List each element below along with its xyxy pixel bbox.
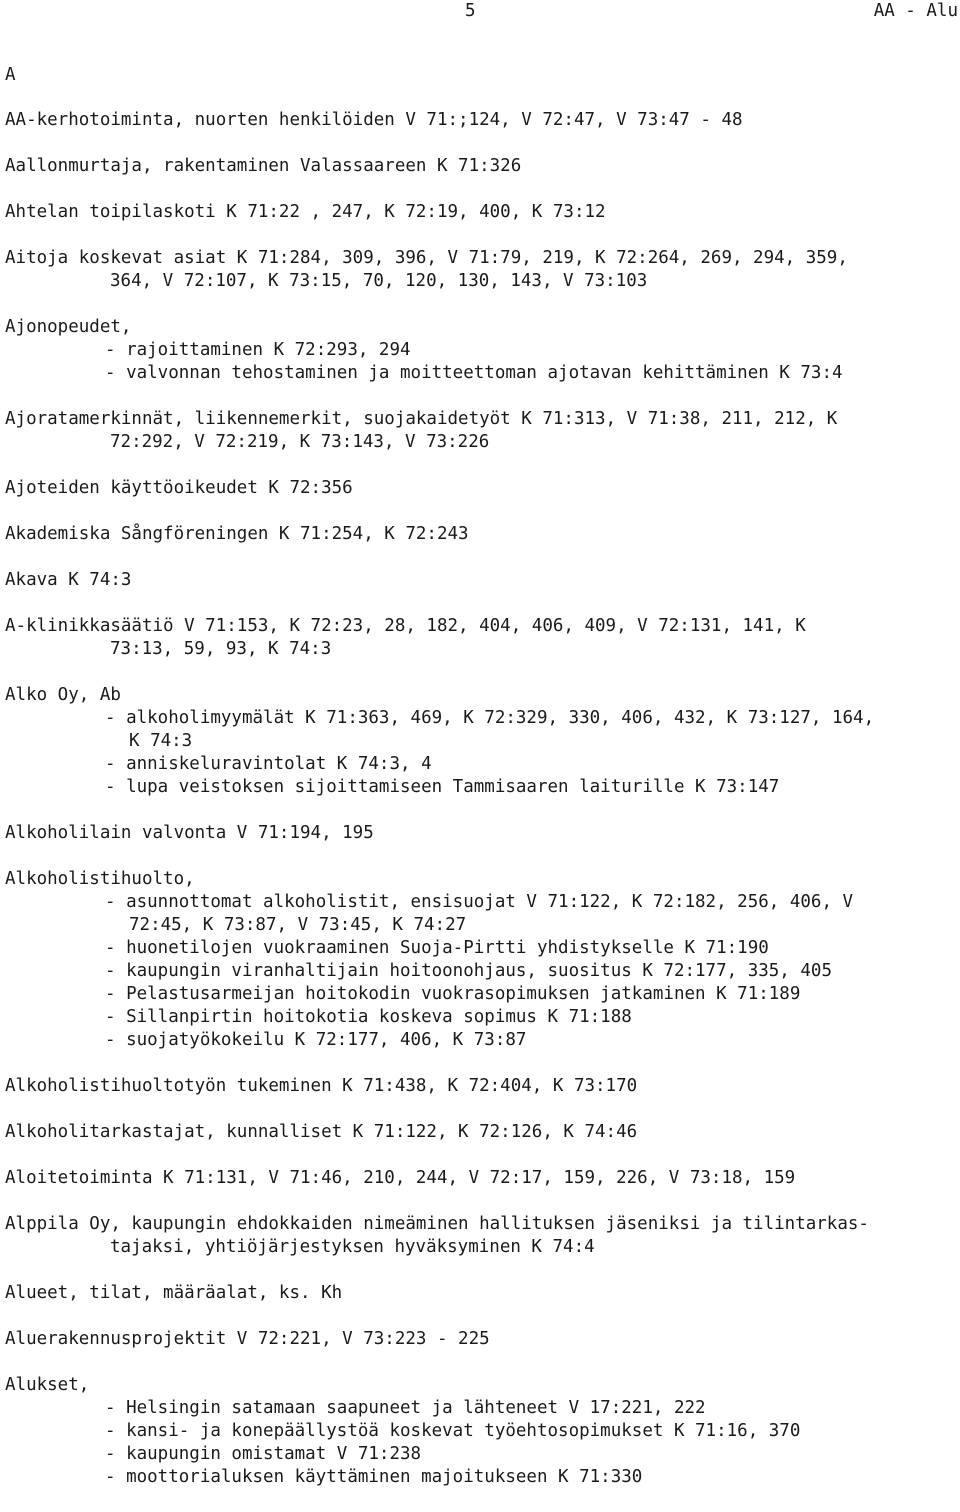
entry-line: Akava K 74:3 <box>5 570 132 590</box>
index-entry <box>5 109 955 132</box>
entry-subitem: - anniskeluravintolat K 74:3, 4 <box>105 754 432 774</box>
entry-subitem: - valvonnan tehostaminen ja moitteettoman ajotavan kehittäminen K 73:4 <box>105 363 843 383</box>
entry-line: Aluerakennusprojektit V 72:221, V 73:223 - 225 <box>5 1329 490 1349</box>
entry-subitem: - suojatyökokeilu K 72:177, 406, K 73:87 <box>105 1030 527 1050</box>
entry-line: Alkoholistihuolto, <box>5 869 195 889</box>
entry-subitem: - moottorialuksen käyttäminen majoitukseen K 71:330 <box>105 1467 643 1487</box>
page-number: 5 <box>465 1 476 21</box>
entry-line: Alukset, <box>5 1375 90 1395</box>
index-entry <box>5 1167 955 1190</box>
entry-continuation-line: 72:292, V 72:219, K 73:143, V 73:226 <box>110 432 490 452</box>
entry-line: AA-kerhotoiminta, nuorten henkilöiden V 71:;124, V 72:47, V 73:47 - 48 <box>5 110 743 130</box>
index-entry <box>5 1121 955 1144</box>
entry-line: Ahtelan toipilaskoti K 71:22 , 247, K 72:19, 400, K 73:12 <box>5 202 606 222</box>
entry-line: Alueet, tilat, määräalat, ks. Kh <box>5 1283 343 1303</box>
index-entry <box>5 684 955 799</box>
index-range-label: AA - Alu <box>873 1 958 21</box>
entry-subitem: - Pelastusarmeijan hoitokodin vuokrasopimuksen jatkaminen K 71:189 <box>105 984 801 1004</box>
index-entry <box>5 1282 955 1305</box>
index-entry <box>5 1328 955 1351</box>
entry-subitem: - Sillanpirtin hoitokotia koskeva sopimus K 71:188 <box>105 1007 632 1027</box>
index-entry <box>5 408 955 454</box>
entry-subitem: - kaupungin omistamat V 71:238 <box>105 1444 422 1464</box>
index-entry <box>5 1213 955 1259</box>
entry-continuation-line: tajaksi, yhtiöjärjestyksen hyväksyminen K 74:4 <box>110 1237 595 1257</box>
index-entry <box>5 1075 955 1098</box>
entry-subitem: - asunnottomat alkoholistit, ensisuojat V 71:122, K 72:182, 256, 406, V <box>105 892 854 912</box>
entry-line: Alko Oy, Ab <box>5 685 121 705</box>
index-entry <box>5 615 955 661</box>
index-entry <box>5 316 955 385</box>
index-entry <box>5 822 955 845</box>
entry-subitem-continuation: K 74:3 <box>129 731 193 751</box>
entry-subitem: - huonetilojen vuokraaminen Suoja-Pirtti yhdistykselle K 71:190 <box>105 938 769 958</box>
entry-line: Alppila Oy, kaupungin ehdokkaiden nimeäminen hallituksen jäseniksi ja tilintarkas- <box>5 1214 869 1234</box>
entry-line: Ajoteiden käyttöoikeudet K 72:356 <box>5 478 353 498</box>
entry-line: Alkoholistihuoltotyön tukeminen K 71:438, K 72:404, K 73:170 <box>5 1076 638 1096</box>
entry-subitem: - kansi- ja konepäällystöä koskevat työehtosopimukset K 71:16, 370 <box>105 1421 801 1441</box>
entry-line: Ajonopeudet, <box>5 317 132 337</box>
index-entry <box>5 201 955 224</box>
index-entry <box>5 569 955 592</box>
index-entry <box>5 1374 955 1489</box>
entry-subitem: - alkoholimyymälät K 71:363, 469, K 72:329, 330, 406, 432, K 73:127, 164, <box>105 708 875 728</box>
section-letter: A <box>5 65 16 85</box>
entry-subitem: - rajoittaminen K 72:293, 294 <box>105 340 411 360</box>
entry-line: Aallonmurtaja, rakentaminen Valassaareen K 71:326 <box>5 156 522 176</box>
entry-subitem: - lupa veistoksen sijoittamiseen Tammisaaren laiturille K 73:147 <box>105 777 780 797</box>
index-entry <box>5 155 955 178</box>
entry-subitem: - Helsingin satamaan saapuneet ja lähteneet V 17:221, 222 <box>105 1398 706 1418</box>
entry-line: A-klinikkasäätiö V 71:153, K 72:23, 28, 182, 404, 406, 409, V 72:131, 141, K <box>5 616 806 636</box>
index-entry <box>5 477 955 500</box>
entry-continuation-line: 364, V 72:107, K 73:15, 70, 120, 130, 143, V 73:103 <box>110 271 648 291</box>
entry-line: Akademiska Sångföreningen K 71:254, K 72:243 <box>5 524 469 544</box>
index-entry <box>5 247 955 293</box>
entry-line: Ajoratamerkinnät, liikennemerkit, suojakaidetyöt K 71:313, V 71:38, 211, 212, K <box>5 409 838 429</box>
entry-line: Aitoja koskevat asiat K 71:284, 309, 396, V 71:79, 219, K 72:264, 269, 294, 359, <box>5 248 848 268</box>
entry-line: Alkoholitarkastajat, kunnalliset K 71:122, K 72:126, K 74:46 <box>5 1122 638 1142</box>
page-header <box>0 0 960 24</box>
index-entry <box>5 868 955 1052</box>
entry-line: Alkoholilain valvonta V 71:194, 195 <box>5 823 374 843</box>
index-entry <box>5 523 955 546</box>
entry-subitem-continuation: 72:45, K 73:87, V 73:45, K 74:27 <box>129 915 467 935</box>
entry-continuation-line: 73:13, 59, 93, K 74:3 <box>110 639 332 659</box>
entry-line: Aloitetoiminta K 71:131, V 71:46, 210, 244, V 72:17, 159, 226, V 73:18, 159 <box>5 1168 796 1188</box>
entry-subitem: - kaupungin viranhaltijain hoitoonohjaus, suositus K 72:177, 335, 405 <box>105 961 832 981</box>
index-body <box>5 109 955 1512</box>
